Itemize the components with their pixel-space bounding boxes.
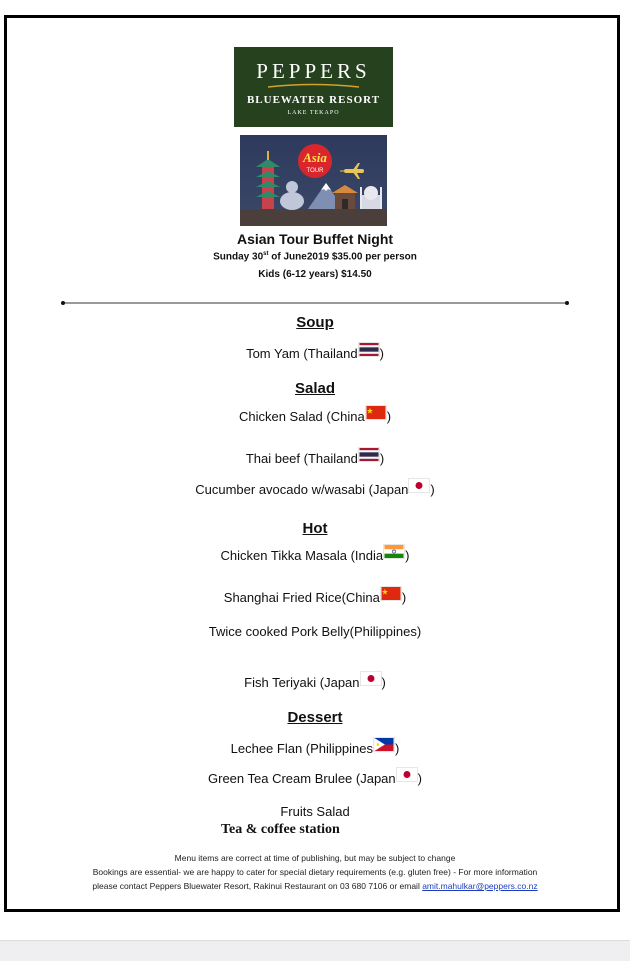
- footer-disclaimer: Menu items are correct at time of publishing, but may be subject to change: [174, 853, 456, 863]
- section-title-soup: Soup: [296, 314, 334, 331]
- tea-coffee-station: Tea & coffee station: [221, 822, 340, 837]
- japan-flag-icon: [396, 767, 418, 782]
- menu-item: Thai beef (Thailand ): [0, 447, 630, 466]
- menu-item: Tom Yam (Thailand ): [0, 342, 630, 361]
- peppers-logo: [234, 47, 393, 127]
- event-title: Asian Tour Buffet Night: [236, 231, 394, 247]
- asia-tour-badge: [298, 144, 332, 178]
- logo-swoosh-icon: [266, 83, 361, 89]
- thailand-flag-icon: [358, 342, 380, 357]
- menu-item: Shanghai Fried Rice(China ): [0, 586, 630, 605]
- divider-line: [60, 300, 570, 306]
- india-flag-icon: [383, 544, 405, 559]
- event-date-price: Sunday 30st of June2019 $35.00 per person: [213, 251, 417, 263]
- menu-item: Chicken Tikka Masala (India ): [0, 544, 630, 563]
- japan-flag-icon: [408, 478, 430, 493]
- svg-text:TOUR: TOUR: [306, 168, 324, 174]
- section-title-salad: Salad: [294, 380, 336, 397]
- menu-item: Green Tea Cream Brulee (Japan ): [0, 767, 630, 786]
- logo-resort: BLUEWATER RESORT: [246, 94, 381, 106]
- asia-tour-banner: [240, 135, 387, 226]
- section-title-hot: Hot: [302, 520, 328, 537]
- menu-item: Twice cooked Pork Belly(Philippines): [208, 624, 422, 639]
- japan-flag-icon: [360, 671, 382, 686]
- footer-bookings: Bookings are essential- we are happy to cater for special dietary requirements (e.g. gluten free) - For more information: [92, 867, 538, 877]
- menu-item: Lechee Flan (Philippines ): [0, 737, 630, 756]
- thailand-flag-icon: [358, 447, 380, 462]
- footer-contact: please contact Peppers Bluewater Resort, Rakinui Restaurant on 03 680 7106 or email amit.mahulkar@peppers.co.nz: [92, 881, 538, 891]
- philippines-flag-icon: [373, 737, 395, 752]
- menu-item: Fish Teriyaki (Japan ): [0, 671, 630, 690]
- event-kids-price: Kids (6-12 years) $14.50: [258, 269, 372, 280]
- svg-text:Asia: Asia: [303, 150, 327, 165]
- china-flag-icon: [365, 405, 387, 420]
- menu-item: Fruits Salad: [280, 804, 350, 819]
- email-link[interactable]: amit.mahulkar@peppers.co.nz: [422, 881, 538, 891]
- menu-item: Cucumber avocado w/wasabi (Japan ): [0, 478, 630, 497]
- china-flag-icon: [380, 586, 402, 601]
- section-title-dessert: Dessert: [287, 709, 343, 726]
- menu-item: Chicken Salad (China ): [0, 405, 630, 424]
- viewer-bottom-bar: [0, 940, 630, 961]
- logo-brand: PEPPERS: [256, 59, 371, 83]
- logo-place: LAKE TEKAPO: [287, 110, 340, 116]
